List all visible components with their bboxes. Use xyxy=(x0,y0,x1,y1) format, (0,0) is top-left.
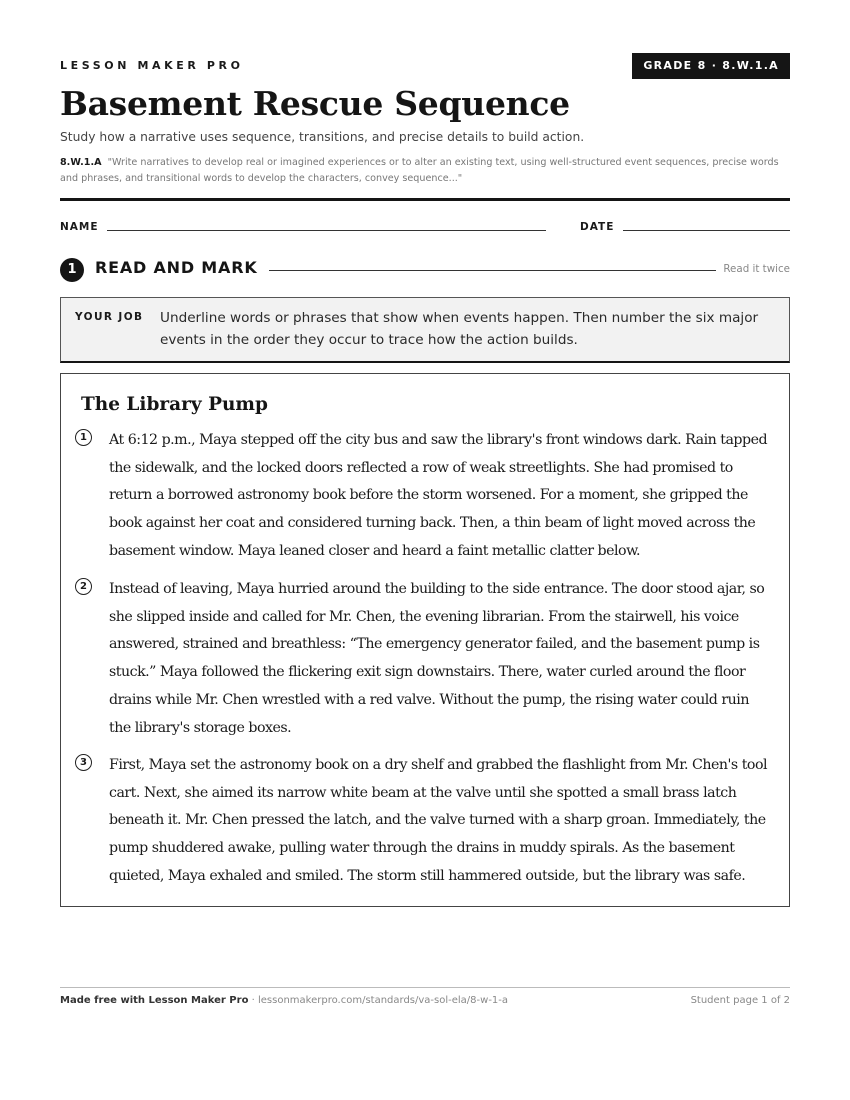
instructions-label: YOUR JOB xyxy=(75,311,144,323)
section-note: Read it twice xyxy=(723,263,790,275)
date-label: DATE xyxy=(580,221,615,233)
section-title: READ AND MARK xyxy=(95,258,258,277)
paragraph-number: 1 xyxy=(75,429,92,446)
header-divider xyxy=(60,198,790,201)
instructions-box xyxy=(60,297,790,363)
passage-title: The Library Pump xyxy=(81,394,268,415)
footer-separator: · xyxy=(248,995,258,1006)
name-field[interactable] xyxy=(107,230,546,231)
section-header xyxy=(60,256,790,282)
instructions-text: Underline words or phrases that show when events happen. Then number the six major events in the order they occur to trace how the action builds. xyxy=(160,310,759,348)
reading-passage xyxy=(60,373,790,907)
footer-made-with: Made free with Lesson Maker Pro xyxy=(60,995,249,1006)
footer-divider xyxy=(60,987,790,988)
page-title: Basement Rescue Sequence xyxy=(60,84,570,123)
worksheet-page xyxy=(60,0,790,1100)
paragraph-text: At 6:12 p.m., Maya stepped off the city bus and saw the library's front windows dark. Rain tapped the sidewalk, and the locked doors reflected a row of weak streetlights. She had promised to return a borrowed astronomy book before the storm worsened. For a moment, she gripped the book against her coat and considered turning back. Then, a thin beam of light moved across the basement window. Maya leaned closer and heard a faint metallic clatter below. xyxy=(109,432,768,559)
paragraph-text: First, Maya set the astronomy book on a dry shelf and grabbed the flashlight from Mr. Chen's tool cart. Next, she aimed its narrow white beam at the valve until she spotted a small brass latch beneath it. Mr. Chen pressed the latch, and the valve turned with a sharp groan. Immediately, the pump shuddered awake, pulling water through the drains in muddy spirals. As the basement quieted, Maya exhaled and smiled. The storm still hammered outside, but the library was safe. xyxy=(109,757,768,884)
name-label: NAME xyxy=(60,221,99,233)
page-subtitle: Study how a narrative uses sequence, transitions, and precise details to build action. xyxy=(60,130,585,144)
paragraph-text: Instead of leaving, Maya hurried around the building to the side entrance. The door stood ajar, so she slipped inside and called for Mr. Chen, the evening librarian. From the stairwell, his voice answered, strained and breathless: “The emergency generator failed, and the basement pump is stuck.” Maya followed the flickering exit sign downstairs. There, water curled around the floor drains while Mr. Chen wrestled with a red valve. Without the pump, the rising water could ruin the library's storage boxes. xyxy=(109,581,765,736)
paragraph-number: 2 xyxy=(75,578,92,595)
standard-code: 8.W.1.A xyxy=(60,157,102,168)
standard-description xyxy=(60,155,790,187)
brand-name: LESSON MAKER PRO xyxy=(60,59,244,72)
date-field[interactable] xyxy=(623,230,790,231)
footer-credit xyxy=(60,995,508,1006)
standard-text: "Write narratives to develop real or imagined experiences or to alter an existing text, using well-structured event sequences, precise words and phrases, and transitional words to develop the characters, convey sequence..." xyxy=(60,157,779,184)
page-indicator: Student page 1 of 2 xyxy=(690,995,790,1006)
name-date-row xyxy=(60,218,790,236)
section-number-badge: 1 xyxy=(60,258,84,282)
grade-badge: GRADE 8 · 8.W.1.A xyxy=(632,53,790,79)
section-divider xyxy=(269,270,716,271)
header-bar xyxy=(60,53,790,79)
footer-url[interactable]: lessonmakerpro.com/standards/va-sol-ela/8-w-1-a xyxy=(257,995,509,1006)
paragraph-number: 3 xyxy=(75,754,92,771)
